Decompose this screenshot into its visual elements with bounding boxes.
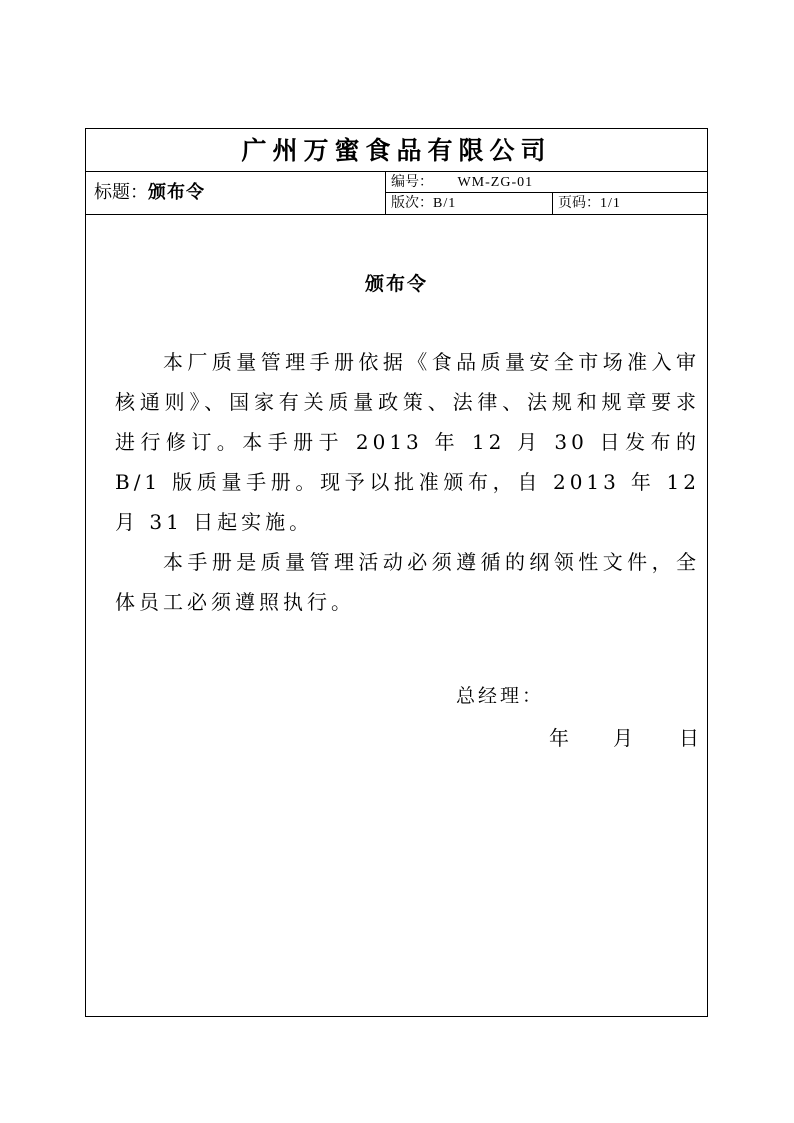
page-value: 1/1 xyxy=(600,196,621,211)
page-cell xyxy=(553,193,713,214)
body-paragraph: 本手册是质量管理活动必须遵循的纲领性文件，全体员工必须遵照执行。 xyxy=(115,550,700,614)
version-cell xyxy=(386,193,553,214)
doc-number-label: 编号： xyxy=(391,174,433,190)
version-value: B/1 xyxy=(433,196,457,211)
document-body xyxy=(115,342,700,622)
version-label: 版次： xyxy=(391,195,433,211)
body-paragraph: 本厂质量管理手册依据《食品质量安全市场准入审核通则》、国家有关质量政策、法律、法规和规章要求进行修订。本手册于 2013 年 12 月 30 日发布的 B/1 版质量手册。现予以批准颁布，自 2013 年 12 月 31 日起实施。 xyxy=(115,350,700,534)
document-meta xyxy=(386,172,708,214)
title-value: 颁布令 xyxy=(148,182,205,203)
title-label: 标题： xyxy=(94,182,148,203)
page-label: 页码： xyxy=(558,195,600,211)
date-month: 月 xyxy=(613,726,633,750)
signature-label: 总经理： xyxy=(456,685,545,707)
document-frame xyxy=(85,128,708,1017)
document-heading: 颁布令 xyxy=(364,273,428,295)
date-day: 日 xyxy=(679,726,699,750)
company-name: 广州万蜜食品有限公司 xyxy=(86,129,707,172)
doc-number-row xyxy=(386,172,708,193)
version-page-row xyxy=(386,193,708,214)
date-year: 年 xyxy=(549,726,569,750)
document-header xyxy=(86,172,707,215)
title-cell xyxy=(86,172,386,214)
doc-number-value: WM-ZG-01 xyxy=(457,175,534,190)
